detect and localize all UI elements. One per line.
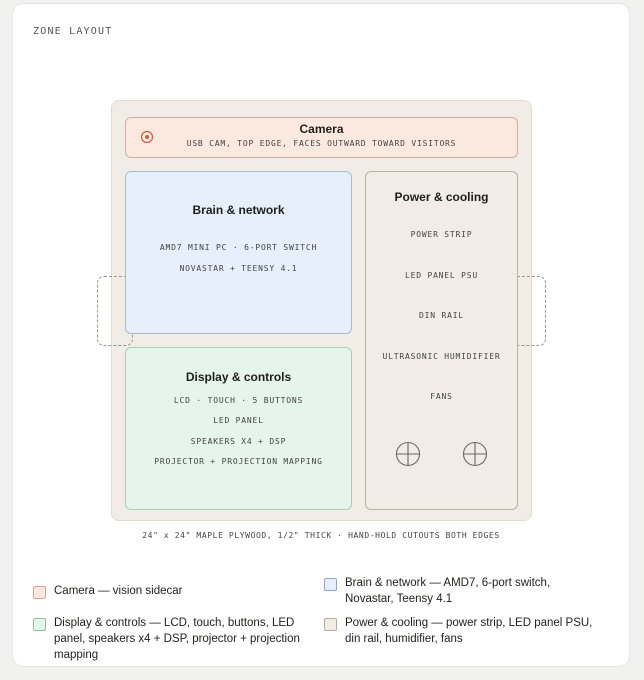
- legend-swatch: [324, 578, 337, 591]
- camera-zone-subtitle: USB CAM, TOP EDGE, FACES OUTWARD TOWARD VISITORS: [186, 139, 457, 148]
- legend-label: Power & cooling — power strip, LED panel PSU, din rail, humidifier, fans: [345, 617, 593, 645]
- display-controls-zone: [125, 347, 352, 510]
- power-zone-line: FANS: [430, 392, 453, 401]
- power-zone-line: DIN RAIL: [419, 311, 464, 320]
- power-zone-title: Power & cooling: [394, 190, 489, 204]
- brain-zone-line: NOVASTAR + TEENSY 4.1: [179, 264, 298, 273]
- display-zone-line: LED PANEL: [213, 416, 264, 425]
- legend-item-brain: [324, 575, 600, 607]
- zone-layout-card: [13, 4, 629, 666]
- power-zone-line: LED PANEL PSU: [404, 271, 478, 280]
- display-zone-title: Display & controls: [185, 370, 292, 384]
- brain-zone-title: Brain & network: [192, 203, 285, 217]
- legend-swatch: [324, 618, 337, 631]
- brain-network-zone: [125, 171, 352, 334]
- legend-label: Brain & network — AMD7, 6-port switch, Novastar, Teensy 4.1: [345, 577, 551, 605]
- legend-item-camera: [33, 583, 309, 599]
- camera-zone: [125, 117, 518, 158]
- board-caption: 24" x 24" MAPLE PLYWOOD, 1/2" THICK · HAND-HOLD CUTOUTS BOTH EDGES: [142, 531, 500, 540]
- display-zone-line: SPEAKERS X4 + DSP: [190, 437, 287, 446]
- legend-item-display: [33, 615, 309, 663]
- display-zone-line: PROJECTOR + PROJECTION MAPPING: [154, 457, 323, 466]
- legend-label: Display & controls — LCD, touch, buttons, LED panel, speakers x4 + DSP, projector + projection mapping: [54, 617, 300, 661]
- legend-label: Camera — vision sidecar: [54, 585, 183, 597]
- section-title: ZONE LAYOUT: [33, 26, 113, 37]
- plywood-board: [111, 100, 532, 521]
- fan-icon: [462, 441, 488, 467]
- legend-item-power: [324, 615, 600, 647]
- brain-zone-line: AMD7 MINI PC · 6-PORT SWITCH: [159, 243, 318, 252]
- fan-icon: [395, 441, 421, 467]
- power-cooling-zone: [365, 171, 518, 510]
- legend-swatch: [33, 618, 46, 631]
- power-zone-line: ULTRASONIC HUMIDIFIER: [382, 352, 501, 361]
- power-zone-line: POWER STRIP: [410, 230, 473, 239]
- camera-zone-title: Camera: [299, 122, 344, 136]
- legend-swatch: [33, 586, 46, 599]
- display-zone-line: LCD · TOUCH · 5 BUTTONS: [173, 396, 304, 405]
